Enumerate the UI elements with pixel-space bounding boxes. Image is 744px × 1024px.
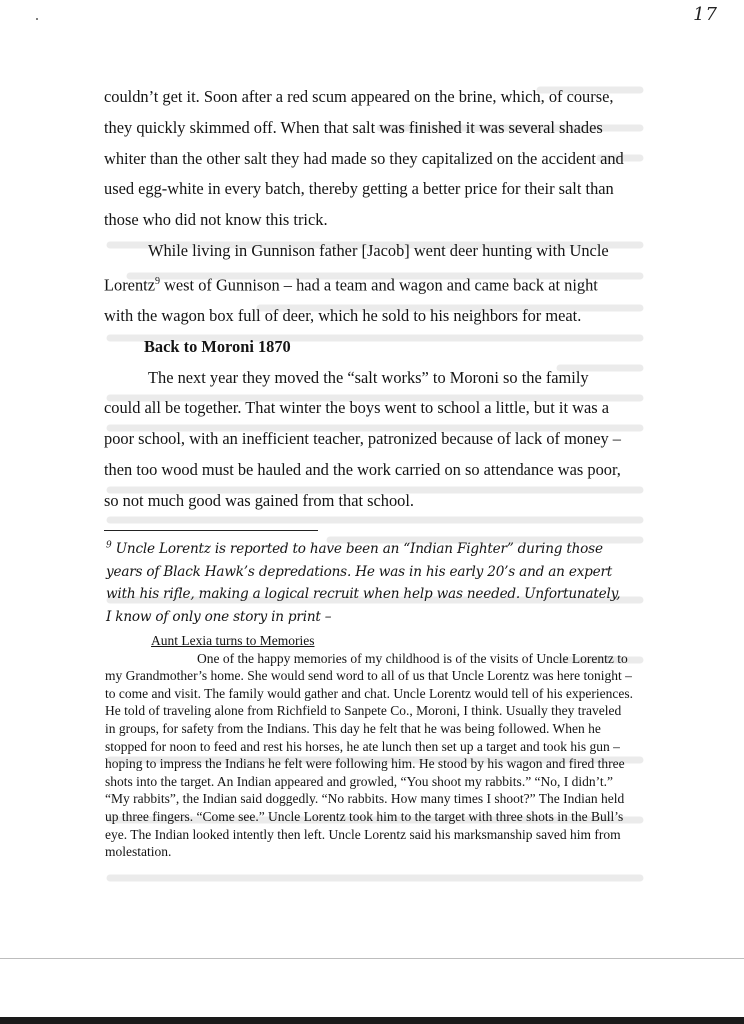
footnote-body: Uncle Lorentz is reported to have been an “Indian Fighter” during those years of Black Hawk’s depredations. He was in his early 20’s and an expert with his rifle, making a logical recruit when help was needed. Unfortunately, I know of only one story in print – (106, 541, 621, 625)
page-number: 17 (693, 4, 718, 25)
quote-body: One of the happy memories of my childhood is of the visits of Uncle Lorentz to my Grandmother’s home. She would send word to all of us that Uncle Lorentz was here tonight – to come and visit. The family would gather and chat. Uncle Lorentz would tell of his experiences. He told of traveling alone from Richfield to Sanpete Co., Moroni, I think. Usually they traveled in groups, for safety from the Indians. This day he felt that he was being followed. When he stopped for noon to feed and rest his horses, he ate lunch then set up a target and took his gun – hoping to impress the Indians he felt were following him. He stood by his wagon and fired three shots into the target. An Indian appeared and growled, “You shoot my rabbits.” “No, I didn’t.” “My rabbits”, the Indian said doggedly. “No rabbits. How many times I shoot?” The Indian held up three fingers. “Come see.” Uncle Lorentz took him to the target with three shots in the Bull’s eye. The Indian looked intently then left. Uncle Lorentz said his marksmanship saved him from molestation. (105, 650, 633, 860)
scan-edge-line (0, 958, 744, 959)
quote-title: Aunt Lexia turns to Memories (151, 633, 315, 648)
scan-speck (36, 18, 38, 20)
footnote (106, 538, 626, 628)
footnote-divider (104, 530, 318, 531)
paragraph-deer-hunting-start: While living in Gunnison father [Jacob] went deer hunting with Uncle Lorentz (104, 240, 609, 295)
main-text (104, 82, 624, 517)
scan-bottom-edge (0, 1017, 744, 1024)
paragraph-deer-hunting-end: west of Gunnison – had a team and wagon and came back at night with the wagon box full of deer, which he sold to his neighbors for meat. (104, 275, 598, 326)
footnote-reference: 9 (154, 275, 160, 287)
quoted-memory (105, 632, 635, 861)
paragraph-deer-hunting (104, 236, 624, 332)
section-heading: Back to Moroni 1870 (144, 336, 291, 356)
footnote-marker: 9 (106, 540, 112, 551)
footnote-text (106, 538, 626, 628)
paragraph-salt: couldn’t get it. Soon after a red scum appeared on the brine, which, of course, they quickly skimmed off. When that salt was finished it was several shades whiter than the other salt they had made so they capitalized on the accident and used egg-white in every batch, thereby getting a better price for their salt than those who did not know this trick. (104, 87, 624, 230)
paragraph-moroni: The next year they moved the “salt works” to Moroni so the family could all be together. That winter the boys went to school a little, but it was a poor school, with an inefficient teacher, patronized because of lack of money – then too wood must be hauled and the work carried on so attendance was poor, so not much good was gained from that school. (104, 367, 621, 510)
